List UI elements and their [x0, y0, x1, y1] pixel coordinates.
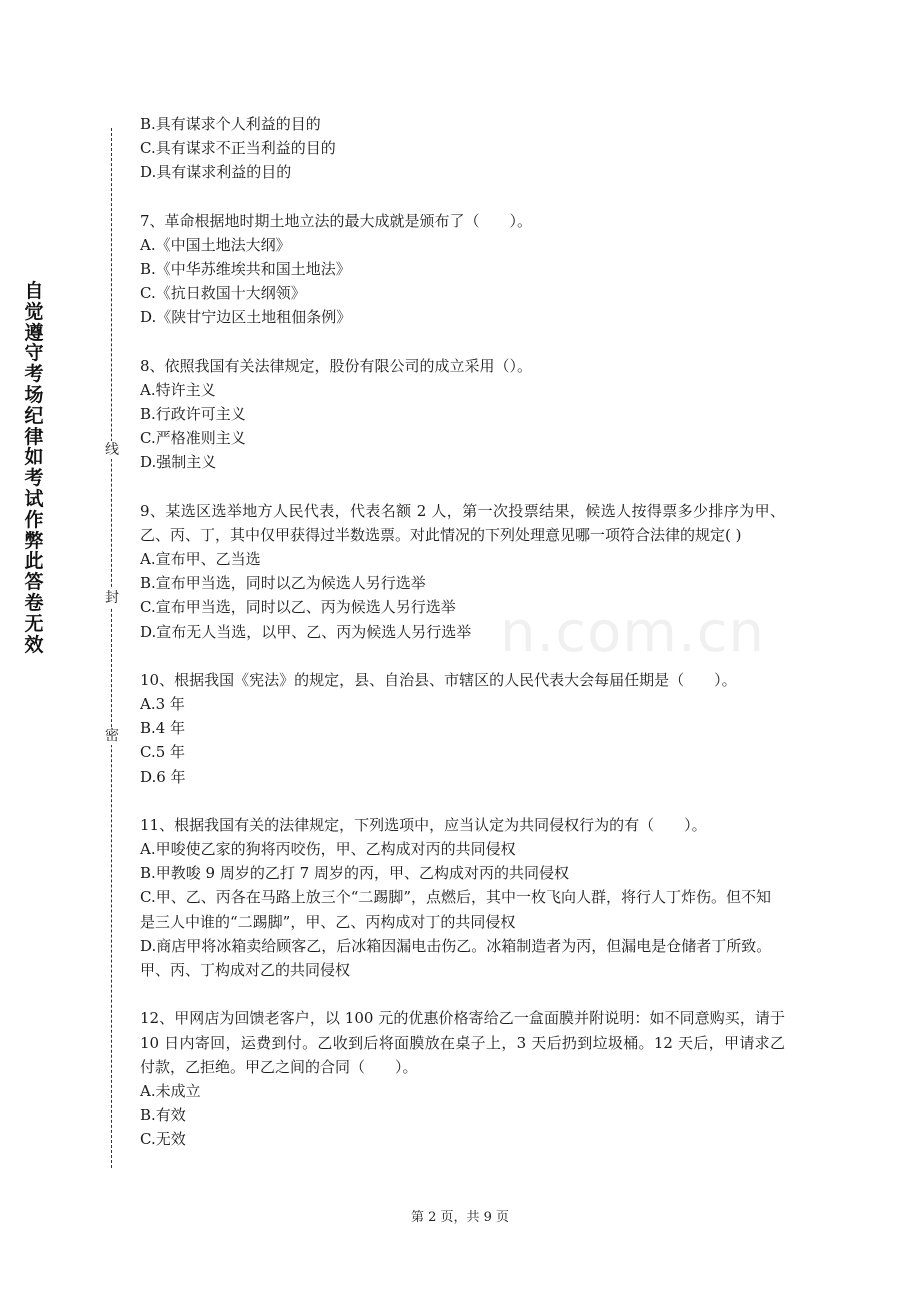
option: B.4 年: [140, 719, 186, 738]
option: D.6 年: [140, 767, 186, 786]
question-content: [140, 112, 785, 1176]
question-stem: 12、甲网店为回馈老客户，以 100 元的优惠价格寄给乙一盒面膜并附说明：如不同意购买，请于 10 日内寄回，运费到付。乙收到后将面膜放在桌子上，3 天后扔到垃圾桶。12 天后，甲请求乙付款，乙拒绝。甲乙之间的合同（ ）。: [140, 1009, 785, 1076]
option: B.甲教唆 9 周岁的乙打 7 周岁的丙，甲、乙构成对丙的共同侵权: [140, 864, 569, 883]
question-9: [140, 499, 785, 644]
option: B.具有谋求个人利益的目的: [140, 115, 321, 133]
question-7: [140, 209, 785, 330]
option: C.无效: [140, 1130, 186, 1149]
option: B.《中华苏维埃共和国土地法》: [140, 260, 351, 279]
seal-label-seal: 封: [105, 590, 119, 606]
question-stem: 10、根据我国《宪法》的规定，县、自治县、市辖区的人民代表大会每届任期是（ ）。: [140, 670, 737, 689]
option: C.甲、乙、丙各在马路上放三个“二踢脚”，点燃后，其中一枚飞向人群，将行人丁炸伤。但不知是三人中谁的“二踢脚”，甲、乙、丙构成对丁的共同侵权: [140, 888, 772, 931]
option: A.特许主义: [140, 380, 216, 399]
option: D.宣布无人当选，以甲、乙、丙为候选人另行选举: [140, 622, 472, 641]
watermark: n.com.cn: [500, 600, 765, 665]
option: C.严格准则主义: [140, 429, 246, 448]
question-stem: 8、依照我国有关法律规定，股份有限公司的成立采用（）。: [140, 356, 533, 375]
option: C.具有谋求不正当利益的目的: [140, 139, 336, 158]
option: C.5 年: [140, 743, 186, 762]
option: B.行政许可主义: [140, 405, 246, 424]
option: D.商店甲将冰箱卖给顾客乙，后冰箱因漏电击伤乙。冰箱制造者为丙，但漏电是仓储者丁所致。甲、丙、丁构成对乙的共同侵权: [140, 936, 772, 980]
question-11: [140, 813, 785, 982]
carryover-options: [140, 112, 785, 185]
binding-seal-line: [111, 128, 112, 1168]
question-stem: 9、某选区选举地方人民代表，代表名额 2 人，第一次投票结果，候选人按得票多少排序为甲、乙、丙、丁，其中仅甲获得过半数选票。对此情况的下列处理意见哪一项符合法律的规定( ): [140, 501, 785, 544]
option: D.具有谋求利益的目的: [140, 163, 292, 182]
question-8: [140, 354, 785, 475]
question-stem: 7、革命根据地时期土地立法的最大成就是颁布了（ ）。: [140, 211, 533, 230]
question-12: [140, 1006, 785, 1151]
option: C.《抗日救国十大纲领》: [140, 284, 306, 303]
page-number-footer: 第 2 页，共 9 页: [410, 1210, 510, 1225]
option: A.甲唆使乙家的狗将丙咬伤，甲、乙构成对丙的共同侵权: [140, 840, 516, 859]
option: C.宣布甲当选，同时以乙、丙为候选人另行选举: [140, 598, 456, 617]
option: A.未成立: [140, 1081, 201, 1100]
option: D.强制主义: [140, 453, 217, 472]
seal-label-line: 线: [105, 442, 119, 458]
option: B.宣布甲当选，同时以乙为候选人另行选举: [140, 574, 426, 593]
option: A.宣布甲、乙当选: [140, 550, 261, 569]
exam-discipline-notice: 自觉遵守考场纪律如考试作弊此答卷无效: [24, 280, 44, 656]
option: D.《陕甘宁边区土地租佃条例》: [140, 308, 352, 327]
option: A.3 年: [140, 695, 185, 714]
option: B.有效: [140, 1106, 186, 1125]
option: A.《中国土地法大纲》: [140, 235, 291, 254]
question-stem: 11、根据我国有关的法律规定，下列选项中，应当认定为共同侵权行为的有（ ）。: [140, 815, 707, 834]
question-10: [140, 668, 785, 789]
seal-label-secret: 密: [105, 728, 119, 744]
